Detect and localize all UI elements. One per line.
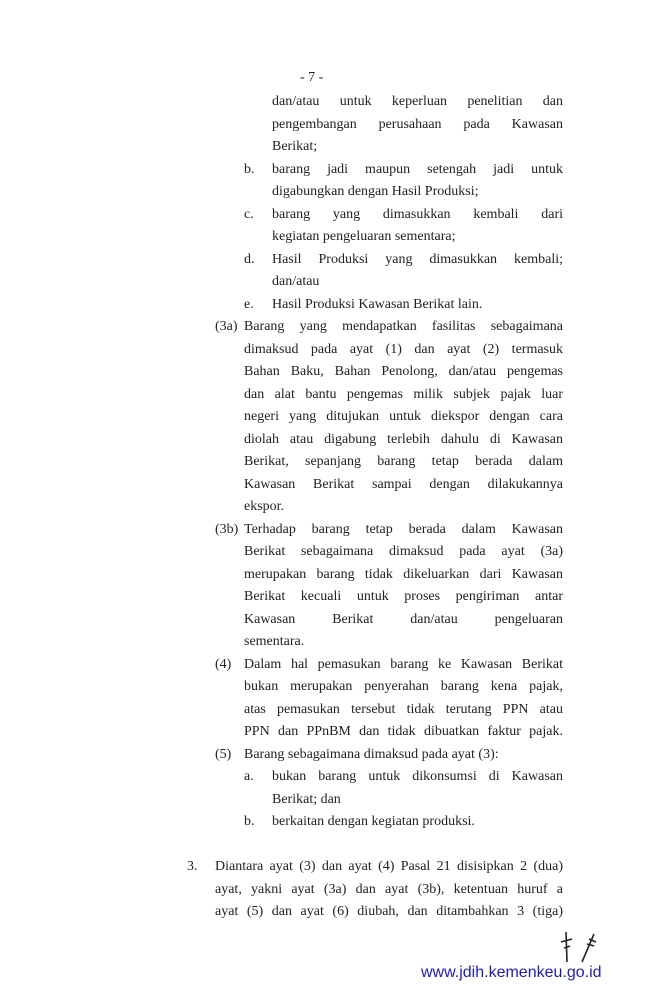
list-item <box>0 519 654 654</box>
item-label: e. <box>244 296 254 312</box>
text-line: dan/atau <box>272 274 320 289</box>
text-line-row <box>244 339 563 362</box>
text-line: Hasil Produksi yang dimasukkan kembali; <box>272 251 563 267</box>
text-line-row <box>272 271 563 294</box>
text-line-row <box>215 879 563 902</box>
text-line: sementara. <box>244 634 305 649</box>
footer-website-link[interactable]: www.jdih.kemenkeu.go.id <box>421 964 602 981</box>
text-line-row <box>244 631 563 654</box>
text-line: Terhadap barang tetap berada dalam Kawasan <box>244 521 563 537</box>
text-line: negeri yang ditujukan untuk diekspor dengan cara <box>244 409 563 424</box>
text-line-row <box>244 654 563 677</box>
text-line-row <box>272 159 563 182</box>
text-line-row <box>244 519 563 542</box>
text-line: bukan merupakan penyerahan barang kena pajak, <box>244 679 563 694</box>
text-line: bukan barang untuk dikonsumsi di Kawasan <box>272 769 563 784</box>
text-line: diolah atau digabung terlebih dahulu di Kawasan <box>244 431 563 447</box>
item-label: c. <box>244 206 254 222</box>
item-label: (5) <box>215 746 232 762</box>
text-line-row <box>244 451 563 474</box>
list-item <box>0 766 654 811</box>
text-line-row <box>244 699 563 722</box>
list-item <box>0 159 654 204</box>
item-label: d. <box>244 251 255 267</box>
list-item <box>0 316 654 519</box>
text-line-row <box>244 721 563 744</box>
list-item <box>0 654 654 744</box>
text-line-row <box>215 901 563 924</box>
text-line-row <box>244 474 563 497</box>
text-line: dan alat bantu pengemas milik subjek pajak luar <box>244 386 563 402</box>
text-line-row <box>272 136 563 159</box>
text-line-row <box>272 249 563 272</box>
text-line: Berikat kecuali untuk proses pengiriman antar <box>244 589 563 604</box>
text-line: Kawasan Berikat dan/atau pengeluaran <box>244 611 563 627</box>
list-item <box>0 294 654 317</box>
text-line: ayat (5) dan ayat (6) diubah, dan ditambahkan 3 (tiga) <box>215 904 563 919</box>
text-line: merupakan barang tidak dikeluarkan dari Kawasan <box>244 566 563 582</box>
text-line: ayat, yakni ayat (3a) dan ayat (3b), ketentuan huruf a <box>215 881 563 897</box>
text-line: ekspor. <box>244 499 285 514</box>
initials-signature-icon <box>558 930 608 964</box>
text-line: pengembangan perusahaan pada Kawasan <box>272 116 563 132</box>
text-line: Barang sebagaimana dimaksud pada ayat (3): <box>244 746 499 762</box>
text-line: Dalam hal pemasukan barang ke Kawasan Berikat <box>244 656 563 672</box>
list-item <box>0 249 654 294</box>
item-label: 3. <box>187 859 198 874</box>
text-line-row <box>244 429 563 452</box>
text-line: Barang yang mendapatkan fasilitas sebagaimana <box>244 319 563 334</box>
page-number: - 7 - <box>300 70 324 85</box>
text-line-row <box>272 294 563 317</box>
item-label: (3a) <box>215 319 238 334</box>
text-line: dimaksud pada ayat (1) dan ayat (2) termasuk <box>244 341 563 357</box>
text-line: PPN dan PPnBM dan tidak dibuatkan faktur pajak. <box>244 724 563 739</box>
item-label: a. <box>244 769 254 784</box>
text-line-row <box>272 811 563 834</box>
text-line: Berikat; <box>272 139 318 154</box>
text-line: Diantara ayat (3) dan ayat (4) Pasal 21 disisipkan 2 (dua) <box>215 859 563 874</box>
text-line: Berikat, sepanjang barang tetap berada dalam <box>244 454 563 469</box>
text-line: dan/atau untuk keperluan penelitian dan <box>272 94 563 109</box>
list-item <box>0 744 654 767</box>
text-line-row <box>244 541 563 564</box>
list-item <box>0 811 654 834</box>
text-line-row <box>215 856 563 879</box>
text-line-row <box>244 316 563 339</box>
text-line-row <box>272 91 563 114</box>
text-line: Hasil Produksi Kawasan Berikat lain. <box>272 296 483 312</box>
text-line: Berikat; dan <box>272 791 341 807</box>
text-line-row <box>244 564 563 587</box>
text-line-row <box>244 609 563 632</box>
item-label: (4) <box>215 656 232 672</box>
text-line-row <box>272 226 563 249</box>
paragraph-continuation <box>0 91 654 159</box>
text-line-row <box>244 676 563 699</box>
list-item <box>0 856 654 924</box>
text-line-row <box>244 496 563 519</box>
document-body <box>0 91 654 924</box>
text-line: barang yang dimasukkan kembali dari <box>272 206 563 222</box>
text-line-row <box>244 406 563 429</box>
item-label: (3b) <box>215 521 239 537</box>
text-line-row <box>244 586 563 609</box>
text-line: Bahan Baku, Bahan Penolong, dan/atau pengemas <box>244 364 563 379</box>
list-item <box>0 204 654 249</box>
text-line-row <box>272 181 563 204</box>
spacer <box>0 834 654 857</box>
item-label: b. <box>244 161 255 177</box>
text-line-row <box>272 789 563 812</box>
text-line-row <box>244 744 563 767</box>
text-line: kegiatan pengeluaran sementara; <box>272 229 456 244</box>
text-line: barang jadi maupun setengah jadi untuk <box>272 161 563 177</box>
text-line-row <box>272 204 563 227</box>
text-line: digabungkan dengan Hasil Produksi; <box>272 184 479 199</box>
item-label: b. <box>244 814 255 829</box>
text-line-row <box>244 361 563 384</box>
text-line: atas pemasukan tersebut tidak terutang PPN atau <box>244 701 563 717</box>
text-line-row <box>244 384 563 407</box>
text-line-row <box>272 114 563 137</box>
text-line: Berikat sebagaimana dimaksud pada ayat (3a) <box>244 544 563 559</box>
text-line-row <box>272 766 563 789</box>
text-line: berkaitan dengan kegiatan produksi. <box>272 814 475 829</box>
text-line: Kawasan Berikat sampai dengan dilakukannya <box>244 476 563 492</box>
